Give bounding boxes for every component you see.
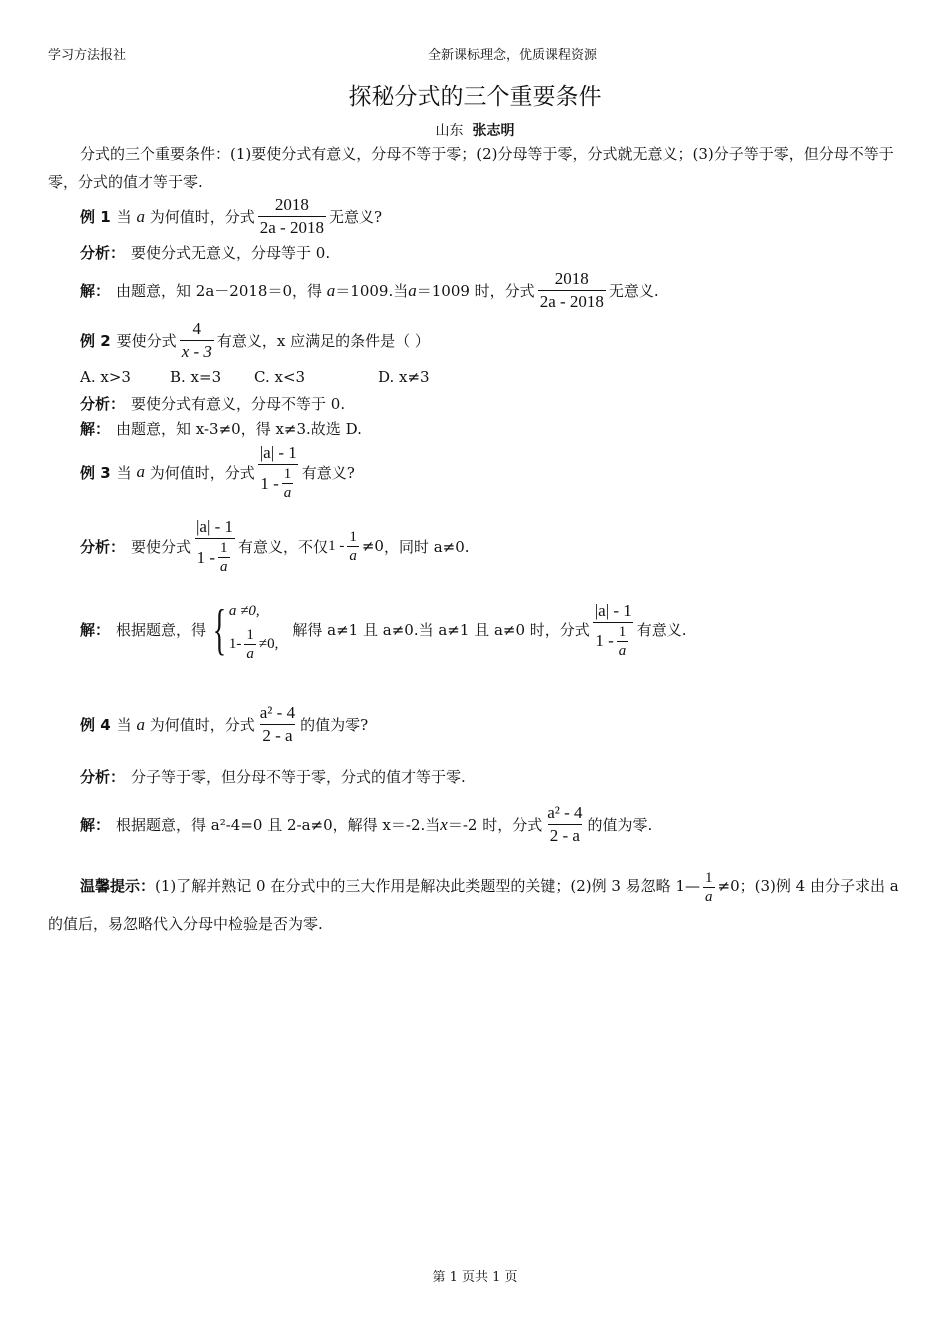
ex2-option-b: B. x=3 [170,368,222,386]
ex2-option-a: A. x>3 [80,368,131,386]
ex4-sol-pre: 根据题意，得 a²-4=0 且 2-a≠0，解得 x＝-2.当 [116,816,441,834]
ex1-var: a [136,206,145,226]
tip-frac-den: a [705,888,713,905]
ex3-sol-frac-num: |a| - 1 [594,600,632,620]
ex3-fraction [258,442,299,502]
ex3-analysis-frac-num: |a| - 1 [196,517,234,536]
author-name: 张志明 [472,123,515,139]
ex4-solution [80,802,652,847]
ex2-option-c: C. x<3 [254,368,306,386]
tip-part1: (1)了解并熟记 0 在分式中的三大作用是解决此类题型的关键；(2)例 3 易忽略 1— [155,877,700,895]
ex3-analysis-cond-num: 1 [349,528,357,545]
ex3-analysis-inner-fraction [218,539,230,576]
ex3-q-pre: 当 [116,463,132,482]
ex4-q-mid: 为何值时，分式 [149,716,255,734]
ex3-sys-frac-den: a [246,646,254,662]
header-left: 学习方法报社 [48,48,127,63]
ex2-q-post: 有意义，x 应满足的条件是（ ） [216,332,430,350]
ex2-options [80,368,430,386]
ex1-q-post: 无意义? [328,208,383,226]
ex3-analysis-cond-post: ≠0 [361,537,384,555]
ex4-fraction [258,702,297,747]
solution-label: 解： [80,816,111,834]
tip-paragraph [48,868,906,942]
ex2-frac-den: x - 3 [181,342,212,361]
solution-label: 解： [80,282,111,300]
ex3-analysis-cond-fraction [347,528,359,565]
ex3-label: 例 3 [80,463,111,482]
page-footer: 第 1 页共 1 页 [432,1270,518,1285]
ex3-q-post: 有意义? [301,463,355,482]
ex3-analysis-post: ，同时 a≠0. [383,537,470,556]
ex4-sol-post: 的值为零. [587,816,653,834]
ex4-label: 例 4 [80,716,111,734]
ex3-analysis [80,516,470,576]
ex3-var: a [136,462,145,481]
tip-fraction [703,869,715,906]
ex3-solution [80,596,687,663]
ex3-sol-pre: 根据题意，得 [116,621,207,639]
ex3-sol-den-pre: 1 - [595,631,614,650]
ex3-inner-num: 1 [283,466,292,482]
ex3-analysis-fraction [194,516,235,576]
ex3-sys-fraction [244,626,256,663]
analysis-label: 分析： [80,395,126,413]
ex1-q-mid: 为何值时，分式 [149,208,255,226]
solution-label: 解： [80,621,111,639]
ex3-question [80,442,355,502]
ex3-analysis-frac-den [195,538,235,576]
ex3-sol-inner-fraction [617,623,629,660]
ex2-question [80,318,430,363]
header-center: 全新课标理念，优质课程资源 [428,48,598,63]
ex1-sol-fraction [538,268,606,313]
ex1-sol-pre: 由题意，知 2a－2018＝0，得 [116,282,322,300]
analysis-label: 分析： [80,244,126,262]
ex3-frac-den-pre: 1 - [260,473,279,493]
ex4-sol-frac-den: 2 - a [549,826,580,845]
ex3-sol-post: 有意义. [636,621,687,639]
left-brace-icon: { [212,598,227,661]
ex3-analysis-mid: 有意义，不仅 [238,537,329,556]
ex2-q-pre: 要使分式 [116,332,177,350]
ex3-sys-frac-num: 1 [246,627,254,643]
ex2-frac-num: 4 [192,319,202,338]
ex3-sol-fraction [593,600,634,660]
ex3-analysis-cond-den: a [349,547,357,564]
ex1-frac-den: 2a - 2018 [259,218,324,237]
ex3-sys-line1: a ≠0, [228,603,260,619]
ex1-sol-frac-num: 2018 [554,269,589,288]
ex2-analysis-text: 要使分式有意义，分母不等于 0. [131,395,346,413]
ex3-sys-line2-post: ≠0, [258,636,279,652]
ex2-analysis [80,393,345,414]
ex3-inner-den: a [283,485,292,501]
ex3-analysis-cond-pre: 1 - [328,537,345,554]
intro-paragraph: 分式的三个重要条件：(1)要使分式有意义，分母不等于零；(2)分母等于零，分式就无意义；(3)分子等于零，但分母不等于零，分式的值才等于零. [48,145,894,191]
ex4-question [80,702,368,747]
ex2-fraction [180,318,214,363]
ex1-q-pre: 当 [116,208,132,226]
tip-label: 温馨提示： [80,877,156,895]
ex3-sol-frac-den [593,622,633,660]
author-region: 山东 [435,123,464,139]
solution-label: 解： [80,420,111,438]
ex2-option-d: D. x≠3 [378,368,430,386]
ex3-frac-den [258,464,298,502]
ex3-sol-inner-num: 1 [618,623,627,640]
ex2-solution-text: 由题意，知 x-3≠0，得 x≠3.故选 D. [116,420,362,438]
ex3-q-mid: 为何值时，分式 [149,463,255,482]
ex3-system [229,596,278,663]
tip-part2: ≠0；(3)例 4 由分子求出 a 的值后，易忽略代入分母中检验是否为零. [48,877,899,933]
ex3-inner-fraction [282,465,294,502]
ex3-sys-line2-pre: 1- [228,636,242,652]
ex3-sys-line2 [229,626,278,663]
ex1-sol-post: 无意义. [608,282,659,300]
ex4-analysis-text: 分子等于零，但分母不等于零，分式的值才等于零. [131,768,466,786]
ex4-sol-frac-num: a² - 4 [547,803,583,822]
ex1-sol-mid2: ＝1009 时，分式 [416,282,535,300]
ex4-sol-mid: ＝-2 时，分式 [447,816,543,834]
ex1-label: 例 1 [80,208,111,226]
ex3-analysis-pre: 要使分式 [131,537,192,556]
ex1-sol-frac-den: 2a - 2018 [539,292,604,311]
ex1-analysis [80,242,330,263]
ex1-sol-var2: a [408,280,417,300]
ex3-analysis-inner-num: 1 [220,540,228,556]
ex1-solution [80,268,659,313]
ex4-q-pre: 当 [116,716,132,734]
page-title: 探秘分式的三个重要条件 [348,84,602,110]
ex2-label: 例 2 [80,332,111,350]
analysis-label: 分析： [80,768,126,786]
ex3-frac-num: |a| - 1 [259,443,297,462]
ex4-frac-num: a² - 4 [259,703,296,722]
author-line [0,120,950,140]
tip-frac-num: 1 [705,869,713,886]
ex3-analysis-den-pre: 1 - [196,547,215,567]
ex1-fraction [258,194,326,239]
ex3-sol-inner-den: a [618,642,627,659]
ex3-sol-mid: 解得 a≠1 且 a≠0.当 a≠1 且 a≠0 时，分式 [292,621,590,639]
ex4-sol-fraction [545,802,584,847]
ex3-analysis-inner-den: a [220,559,228,575]
ex1-analysis-text: 要使分式无意义，分母等于 0. [131,244,331,262]
ex4-analysis [80,766,466,787]
ex1-sol-mid1: ＝1009.当 [335,282,409,300]
ex1-frac-num: 2018 [274,195,309,214]
ex1-sol-var1: a [326,280,336,300]
ex4-frac-den: 2 - a [262,726,293,745]
ex2-solution [80,418,362,439]
ex4-sol-var: x [440,814,448,834]
ex1-question [80,194,382,239]
ex4-q-post: 的值为零? [300,716,369,734]
ex4-var: a [136,714,145,734]
analysis-label: 分析： [80,537,126,556]
